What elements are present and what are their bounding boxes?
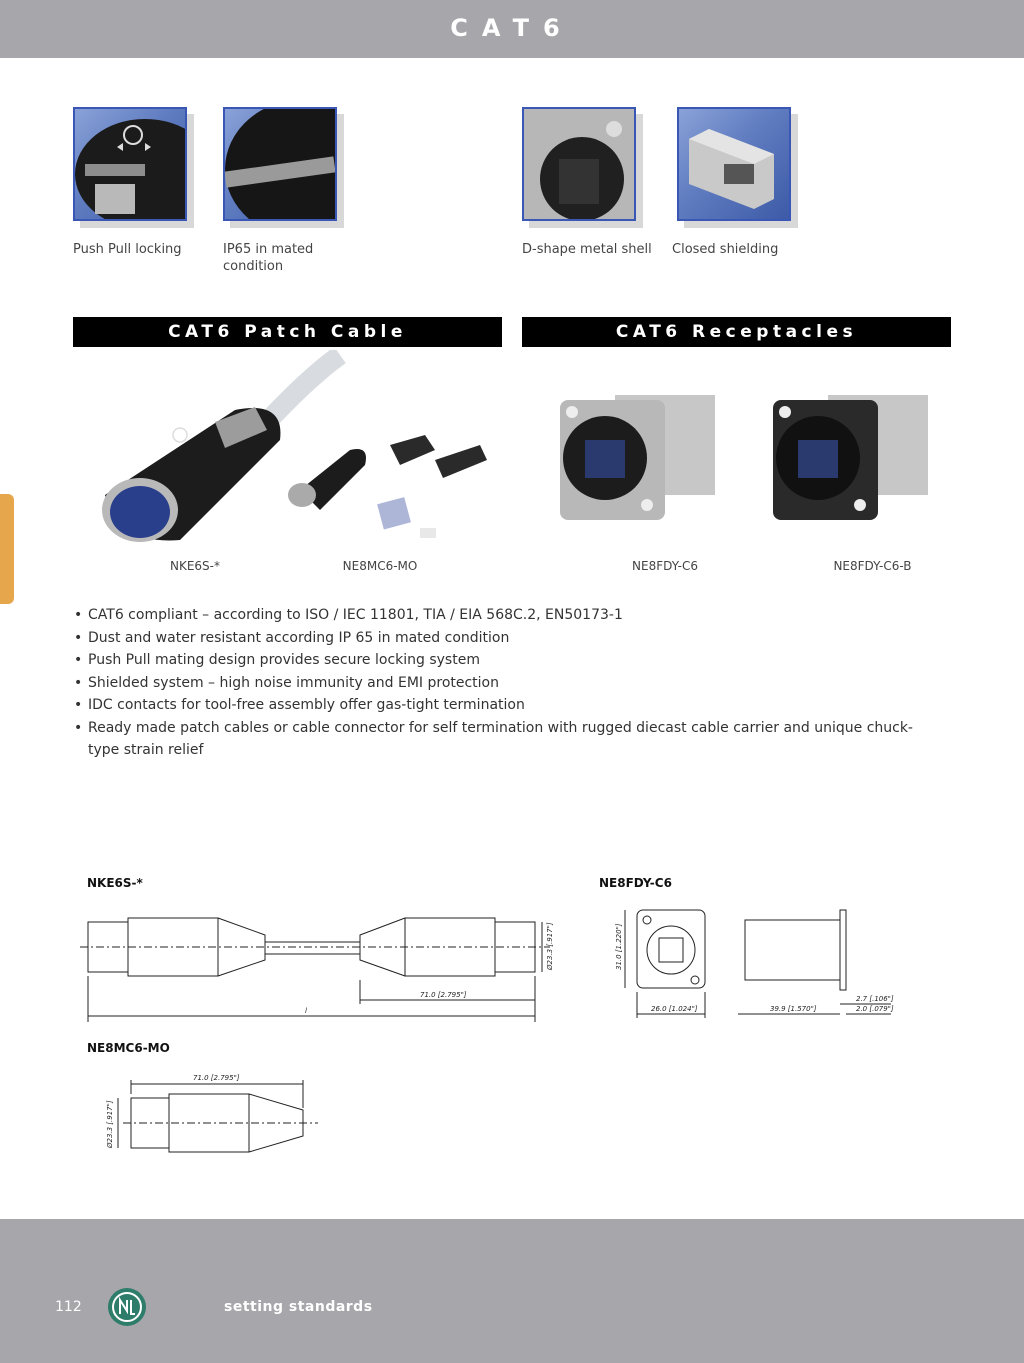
patch-cable-banner: CAT6 Patch Cable — [73, 317, 502, 347]
ne8fdy-dim-height: 31.0 [1.220"] — [615, 923, 623, 970]
ne8fdy-dim-panel: 2.0 [.079"] — [856, 1005, 894, 1013]
ne8fdy-dim-width: 26.0 [1.024"] — [651, 1005, 698, 1013]
brand-logo[interactable] — [107, 1287, 147, 1327]
part-label-nke6s: NKE6S-* — [169, 559, 220, 573]
drawing-label-nke6s: NKE6S-* — [87, 876, 143, 890]
nke6s-dim-total: l — [305, 1007, 307, 1015]
feature-item: • Ready made patch cables or cable connector for self termination with rugged diecast cable carrier and unique chuck-type strain relief — [74, 717, 944, 762]
page-title: CAT6 — [450, 14, 574, 42]
nke6s-drawing — [80, 900, 570, 1030]
feature-item: • Push Pull mating design provides secure locking system — [74, 649, 944, 672]
part-label-ne8fdy-c6: NE8FDY-C6 — [632, 559, 698, 573]
drawing-label-ne8mc6: NE8MC6-MO — [87, 1041, 170, 1055]
ne8fdy-drawing — [605, 900, 900, 1025]
caption-closed-shielding: Closed shielding — [672, 242, 779, 257]
feature-item: • CAT6 compliant – according to ISO / IEC 11801, TIA / EIA 568C.2, EN50173-1 — [74, 604, 944, 627]
drawing-label-ne8fdy: NE8FDY-C6 — [599, 876, 672, 890]
ne8fdy-c6-photo — [555, 385, 735, 535]
page-footer — [0, 1219, 1024, 1363]
d-shape-shell-photo — [522, 107, 636, 221]
ne8mc6-dim-length: 71.0 [2.795"] — [193, 1074, 240, 1082]
caption-d-shape: D-shape metal shell — [522, 242, 652, 257]
ne8mc6-dim-diameter: Ø23.3 [.917"] — [106, 1100, 114, 1148]
ne8fdy-c6-b-photo — [768, 385, 948, 535]
ne8fdy-dim-flange: 2.7 [.106"] — [856, 995, 894, 1003]
closed-shielding-photo — [677, 107, 791, 221]
feature-item: • Dust and water resistant according IP 65 in mated condition — [74, 627, 944, 650]
caption-ip65: IP65 in mated condition — [223, 242, 314, 274]
ne8mc6-drawing — [98, 1068, 328, 1168]
receptacles-banner: CAT6 Receptacles — [522, 317, 951, 347]
patch-cable-photo — [95, 350, 515, 555]
ip65-mated-photo — [223, 107, 337, 221]
feature-item: • IDC contacts for tool-free assembly offer gas-tight termination — [74, 694, 944, 717]
nke6s-dim-diameter: Ø23.3 [.917"] — [546, 922, 554, 970]
chapter-tab[interactable] — [0, 494, 14, 604]
ne8fdy-dim-depth: 39.9 [1.570"] — [770, 1005, 817, 1013]
part-label-ne8fdy-c6-b: NE8FDY-C6-B — [833, 559, 912, 573]
caption-push-pull: Push Pull locking — [73, 242, 182, 257]
footer-tagline: setting standards — [224, 1299, 373, 1315]
page-number: 112 — [55, 1299, 82, 1315]
push-pull-locking-photo — [73, 107, 187, 221]
feature-item: • Shielded system – high noise immunity and EMI protection — [74, 672, 944, 695]
part-label-ne8mc6: NE8MC6-MO — [342, 559, 418, 573]
nke6s-dim-length: 71.0 [2.795"] — [420, 991, 467, 999]
feature-list — [74, 604, 944, 762]
